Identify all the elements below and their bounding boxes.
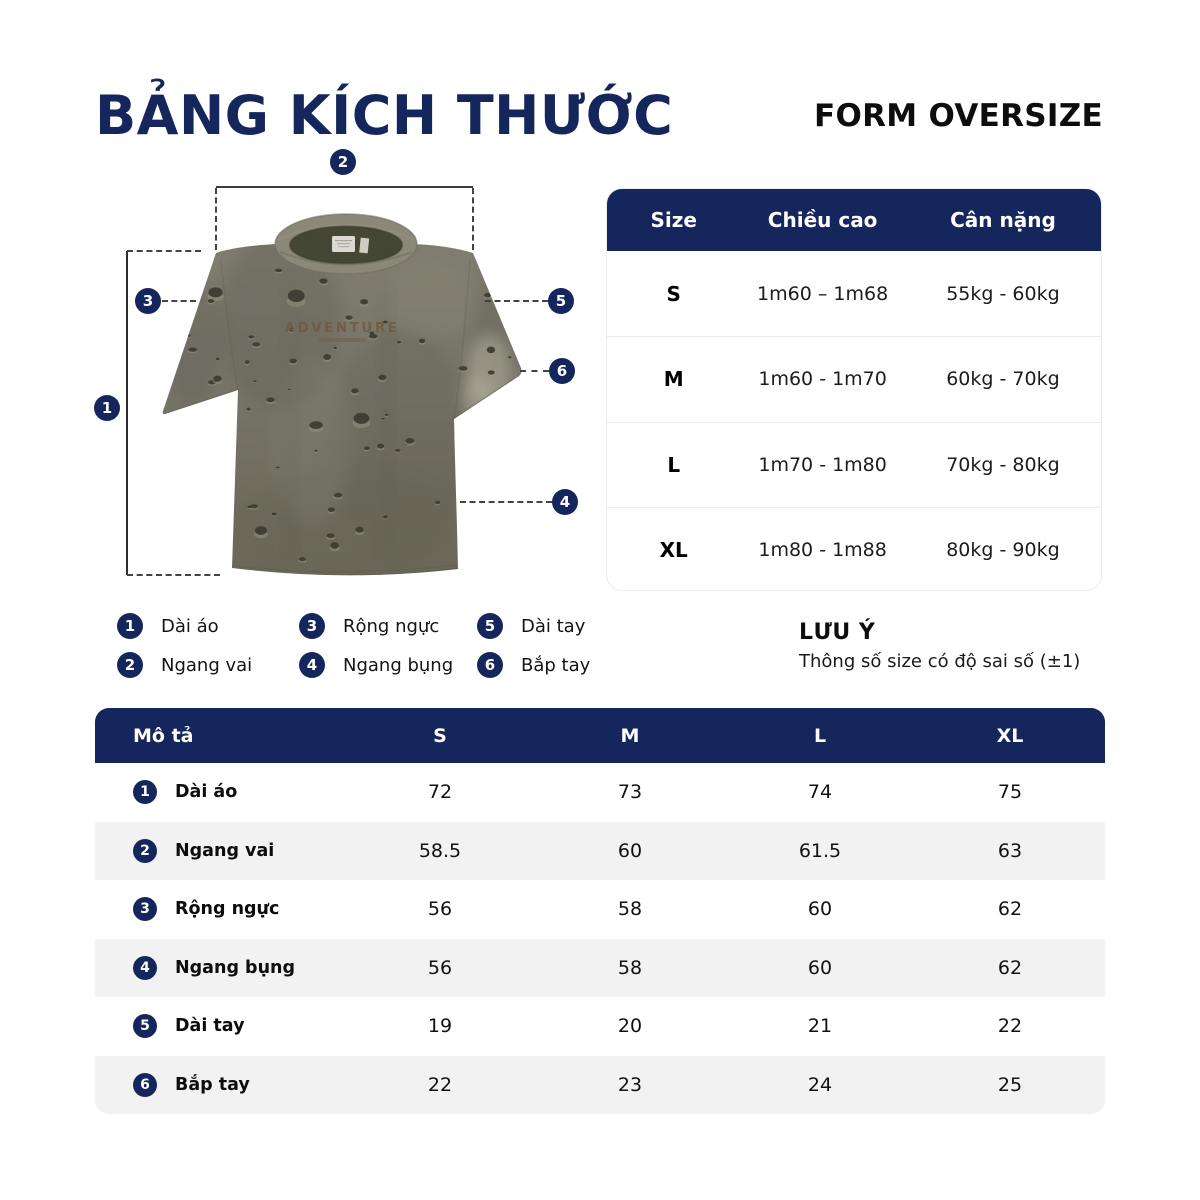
measure-table-row [95,1056,1105,1115]
measure-num-badge: 6 [133,1073,157,1097]
legend-num-badge: 6 [477,652,503,678]
measure-value-cell: 74 [807,781,833,804]
measure-line-6 [520,370,549,372]
callout-2: 2 [330,149,356,175]
size-table-header [607,189,1101,251]
legend-num-badge: 3 [299,613,325,639]
measure-table-header-cell: M [620,724,640,747]
measure-value-cell: 22 [427,1073,453,1096]
measure-value-cell: 56 [427,898,453,921]
legend-num-badge: 2 [117,652,143,678]
measure-line-2-right [472,188,474,250]
chest-print-text: ADVENTURE [284,320,400,336]
legend-item [477,613,585,639]
legend-label: Rộng ngực [343,615,440,637]
measure-line-5 [485,300,548,302]
legend-item [477,652,590,678]
size-table-cell: XL [659,538,688,563]
measure-row-label: Ngang bụng [175,957,296,978]
measure-value-cell: 56 [427,956,453,979]
size-table-cell: 60kg - 70kg [946,368,1060,391]
measure-value-cell: 19 [427,1015,453,1038]
legend [117,613,677,683]
measure-value-cell: 61.5 [798,839,842,862]
callout-3: 3 [135,288,161,314]
measure-value-cell: 63 [997,839,1023,862]
measure-row-desc [95,839,345,863]
measure-line-2-left [215,188,217,250]
measure-row-desc [95,1073,345,1097]
measure-value-cell: 22 [997,1015,1023,1038]
size-table-cell: 80kg - 90kg [946,539,1060,562]
legend-item [299,613,439,639]
size-table-row [607,251,1101,336]
measure-row-label: Bắp tay [175,1074,250,1095]
measure-table-row [95,939,1105,998]
measure-table-body [95,763,1105,1114]
measure-table-header-cell: S [433,724,447,747]
legend-item [299,652,453,678]
legend-num-badge: 4 [299,652,325,678]
measure-value-cell: 21 [807,1015,833,1038]
measure-line-1 [126,251,128,575]
measure-row-desc [95,780,345,804]
measure-table-header [95,708,1105,763]
size-table [606,188,1102,591]
measure-row-label: Rộng ngực [175,899,280,920]
size-table-cell: S [666,281,681,306]
measure-line-2 [216,186,473,188]
size-table-cell: 1m70 - 1m80 [758,453,887,476]
size-table-header-cell: Size [650,208,697,232]
measure-value-cell: 60 [807,956,833,979]
measure-value-cell: 75 [997,781,1023,804]
note-title: LƯU Ý [799,620,876,645]
measure-value-cell: 58 [617,898,643,921]
size-table-body [607,251,1101,591]
callout-6: 6 [549,358,575,384]
form-oversize-label: FORM OVERSIZE [813,98,1103,134]
measure-table-row [95,880,1105,939]
tshirt-measurement-diagram [80,140,600,600]
legend-item [117,652,252,678]
legend-label: Dài áo [161,615,219,637]
size-table-cell: 55kg - 60kg [946,282,1060,305]
size-table-cell: 1m60 - 1m70 [758,368,887,391]
callout-1: 1 [94,395,120,421]
measure-row-label: Dài tay [175,1016,245,1037]
measure-value-cell: 25 [997,1073,1023,1096]
measure-table-row [95,997,1105,1056]
measure-value-cell: 24 [807,1073,833,1096]
size-table-row [607,507,1101,591]
collar [275,214,417,274]
size-table-row [607,336,1101,421]
measure-table [95,708,1105,1114]
size-table-header-cell: Chiều cao [767,208,878,232]
legend-label: Ngang bụng [343,654,454,676]
size-table-row [607,422,1101,507]
measure-row-label: Ngang vai [175,840,275,861]
page-title: BẢNG KÍCH THƯỚC [95,84,674,147]
callout-4: 4 [552,489,578,515]
size-table-cell: 1m60 – 1m68 [757,282,889,305]
measure-value-cell: 58.5 [418,839,462,862]
measure-row-desc [95,1014,345,1038]
measure-table-header-cell: L [813,724,827,747]
size-table-cell: 1m80 - 1m88 [758,539,887,562]
size-tag [359,238,369,254]
legend-label: Dài tay [521,615,586,637]
measure-line-4 [460,501,552,503]
note [799,620,1119,672]
measure-table-row [95,822,1105,881]
measure-table-header-cell: XL [996,724,1024,747]
measure-value-cell: 23 [617,1073,643,1096]
callout-5: 5 [548,288,574,314]
measure-value-cell: 73 [617,781,643,804]
measure-num-badge: 4 [133,956,157,980]
measure-table-header-cell: Mô tả [133,724,194,747]
measure-value-cell: 62 [997,898,1023,921]
measure-value-cell: 60 [617,839,643,862]
size-table-cell: M [663,367,684,392]
measure-row-desc [95,956,345,980]
measure-num-badge: 5 [133,1014,157,1038]
measure-line-1-top [127,250,201,252]
measure-line-1-bottom [127,574,220,576]
measure-line-3 [162,300,196,302]
chest-print-subline [319,338,365,342]
legend-num-badge: 5 [477,613,503,639]
measure-value-cell: 20 [617,1015,643,1038]
legend-item [117,613,219,639]
legend-num-badge: 1 [117,613,143,639]
measure-num-badge: 2 [133,839,157,863]
measure-num-badge: 3 [133,897,157,921]
measure-row-desc [95,897,345,921]
size-table-header-cell: Cân nặng [950,208,1056,232]
legend-label: Bắp tay [521,654,591,676]
legend-label: Ngang vai [161,654,253,676]
measure-value-cell: 60 [807,898,833,921]
measure-value-cell: 62 [997,956,1023,979]
measure-row-label: Dài áo [175,782,238,803]
measure-value-cell: 58 [617,956,643,979]
measure-table-row [95,763,1105,822]
size-table-cell: L [667,452,681,477]
measure-value-cell: 72 [427,781,453,804]
note-text: Thông số size có độ sai số (±1) [799,651,1081,672]
size-table-cell: 70kg - 80kg [946,453,1060,476]
measure-num-badge: 1 [133,780,157,804]
